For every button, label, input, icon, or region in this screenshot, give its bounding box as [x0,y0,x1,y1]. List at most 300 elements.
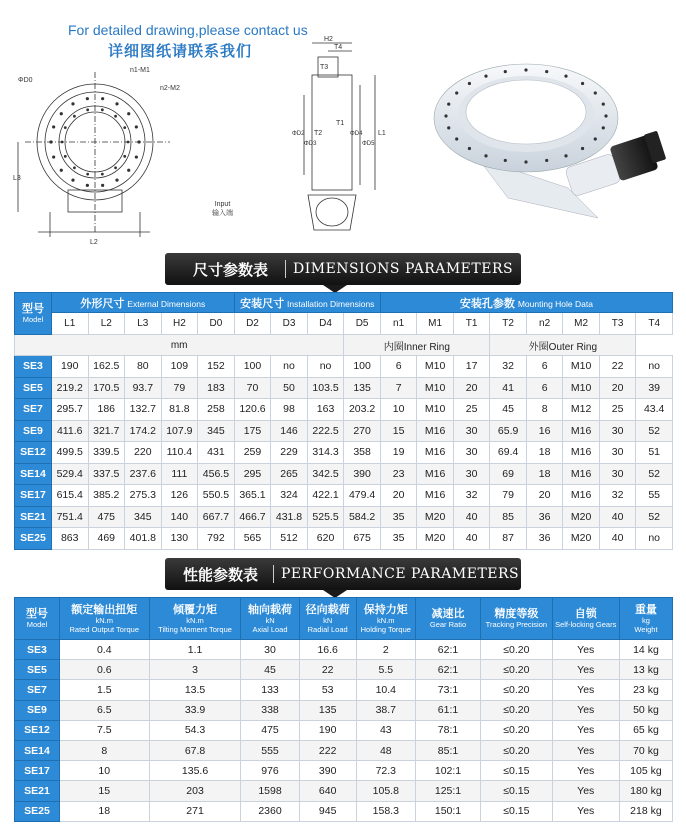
table-cell: 550.5 [198,485,235,507]
table-cell: 555 [241,740,299,760]
table-cell: 45 [241,660,299,680]
table-row [15,660,673,680]
table-cell: 529.4 [51,463,88,485]
table-row [15,356,673,378]
table-cell: 295.7 [51,399,88,421]
table-cell: 36 [526,528,562,550]
bolt-hole [71,179,74,182]
dim-col-t1: T1 [453,313,489,335]
table-cell: 365.1 [234,485,271,507]
table-cell: 65.9 [490,420,527,442]
label-d4: ΦD4 [350,131,363,137]
model-cell: SE21 [15,506,52,528]
performance-table [14,597,673,822]
table-cell: 10 [59,761,149,781]
table-cell: 35 [380,528,416,550]
bolt-hole [64,155,67,158]
table-cell: 62:1 [415,640,480,660]
dim-model-cn: 型号 [21,302,44,315]
table-cell: M16 [417,463,454,485]
table-cell: 25 [453,399,489,421]
table-cell: 50 kg [619,700,672,720]
table-cell: M16 [417,420,454,442]
group-installation-cn: 安装尺寸 [240,296,285,310]
perf-header-5 [356,598,415,640]
table-cell: 479.4 [344,485,381,507]
table-cell: 61:1 [415,700,480,720]
table-cell: 70 kg [619,740,672,760]
perf-header-6 [415,598,480,640]
label-d5: ΦD5 [362,141,375,147]
perf-header-cn: 额定输出扭矩 [71,602,138,616]
table-cell: 180 kg [619,781,672,801]
bolt-hole [455,137,458,140]
table-cell: 125:1 [415,781,480,801]
table-cell: 52 [636,463,673,485]
table-cell: 0.4 [59,640,149,660]
table-cell: 43.4 [636,399,673,421]
table-cell: M20 [563,528,600,550]
table-cell: 265 [271,463,308,485]
group-installation [234,293,380,313]
model-cell: SE25 [15,528,52,550]
dim-col-d3: D3 [271,313,308,335]
banner-separator [285,260,286,278]
group-external-en: External Dimensions [127,298,206,309]
table-cell: M16 [417,485,454,507]
table-cell: no [307,356,344,378]
perf-header-1 [59,598,149,640]
table-row [15,506,673,528]
bolt-hole [49,140,52,143]
table-row [15,720,673,740]
table-cell: ≤0.20 [481,640,552,660]
table-cell: 475 [241,720,299,740]
table-cell: 162.5 [88,356,125,378]
perf-header-0 [15,598,60,640]
table-cell: Yes [552,640,619,660]
side-view-drawing [290,35,390,245]
table-cell: 43 [356,720,415,740]
bolt-hole [545,70,548,73]
table-cell: M10 [563,356,600,378]
table-cell: 390 [299,761,356,781]
table-cell: 174.2 [125,420,162,442]
model-cell: SE5 [15,660,60,680]
dim-col-d5: D5 [344,313,381,335]
table-cell: ≤0.15 [481,801,552,821]
table-cell: 19 [380,442,416,464]
table-cell: 54.3 [149,720,241,740]
bolt-hole [484,154,487,157]
table-cell: 10.4 [356,680,415,700]
table-cell: 52 [636,506,673,528]
label-input-en-html: Input [214,201,231,208]
label-input [212,200,233,218]
table-cell: M10 [417,356,454,378]
table-cell: 22 [599,356,635,378]
perf-header-en: Holding Torque [360,624,411,634]
table-cell: 62:1 [415,660,480,680]
table-cell: 17 [453,356,489,378]
label-t4: T4 [334,44,343,51]
table-cell: 85 [490,506,527,528]
outer-ring-label: 外圈Outer Ring [490,335,636,356]
table-cell: 38.7 [356,700,415,720]
perf-header-9 [619,598,672,640]
table-cell: 163 [307,399,344,421]
table-cell: 135 [299,700,356,720]
bolt-hole [444,114,447,117]
label-d0: ΦD0 [18,77,33,84]
dim-model-header [15,293,52,335]
perf-header-unit: kN [265,615,275,625]
table-cell: 48 [356,740,415,760]
table-cell: 152 [198,356,235,378]
table-cell: 338 [241,700,299,720]
table-cell: 25 [599,399,635,421]
table-cell: 53 [299,680,356,700]
table-cell: 8 [526,399,562,421]
bolt-hole [524,160,527,163]
table-cell: 40 [599,528,635,550]
table-cell: 219.2 [51,377,88,399]
bolt-hole [127,112,130,115]
table-row [15,528,673,550]
table-cell: 79 [161,377,198,399]
bolt-hole [524,68,527,71]
bolt-hole [52,155,55,158]
table-cell: 275.3 [125,485,162,507]
table-cell: 229 [271,442,308,464]
dimensions-banner [165,253,521,285]
table-cell: 140 [161,506,198,528]
table-cell: 499.5 [51,442,88,464]
table-cell: 52 [636,420,673,442]
table-cell: M16 [563,420,600,442]
bolt-hole [86,108,89,111]
table-cell: 1598 [241,781,299,801]
table-cell: 401.8 [125,528,162,550]
bolt-hole [123,155,126,158]
table-cell: 170.5 [88,377,125,399]
table-cell: 98 [271,399,308,421]
drawing-area [0,0,686,248]
label-t1: T1 [336,120,345,127]
table-cell: 16 [526,420,562,442]
model-cell: SE7 [15,399,52,421]
table-cell: 0.6 [59,660,149,680]
dim-col-n1: n1 [380,313,416,335]
table-cell: 135 [344,377,381,399]
table-cell: 751.4 [51,506,88,528]
table-cell: 525.5 [307,506,344,528]
model-cell: SE3 [15,356,52,378]
table-cell: 150:1 [415,801,480,821]
banner-separator [273,565,274,583]
table-cell: 6 [526,356,562,378]
table-cell: 222.5 [307,420,344,442]
bolt-hole [114,166,117,169]
table-cell: 30 [599,420,635,442]
table-cell: 270 [344,420,381,442]
perf-header-2 [149,598,241,640]
bolt-hole [101,97,104,100]
table-cell: 190 [51,356,88,378]
table-cell: ≤0.15 [481,781,552,801]
table-cell: 55 [636,485,673,507]
table-cell: 183 [198,377,235,399]
table-cell: 40 [453,528,489,550]
table-cell: 103.5 [307,377,344,399]
perf-header-unit: kN [323,615,333,625]
contact-text-en: For detailed drawing,please contact us [68,22,308,38]
table-cell: M20 [417,506,454,528]
perf-header-3 [241,598,299,640]
table-cell: 3 [149,660,241,680]
table-cell: 431.8 [271,506,308,528]
table-cell: Yes [552,680,619,700]
bolt-hole [447,102,450,105]
bolt-hole [594,137,597,140]
table-cell: 10 [380,399,416,421]
inner-ring-label: 内圈Inner Ring [344,335,490,356]
table-cell: 190 [299,720,356,740]
table-cell: 295 [234,463,271,485]
bolt-hole [101,184,104,187]
bolt-hole [64,126,67,129]
dim-col-d2: D2 [234,313,271,335]
bolt-hole [564,75,567,78]
table-row [15,399,673,421]
bolt-hole [86,184,89,187]
table-row [15,377,673,399]
perf-header-7 [481,598,552,640]
table-cell: 40 [453,506,489,528]
label-l2: L2 [90,239,98,246]
dim-col-t4: T4 [636,313,673,335]
table-cell: 20 [599,377,635,399]
dim-col-t2: T2 [490,313,527,335]
table-cell: 259 [234,442,271,464]
table-cell: 945 [299,801,356,821]
bolt-hole [73,166,76,169]
dim-col-l2: L2 [88,313,125,335]
table-cell: 35 [380,506,416,528]
table-cell: 431 [198,442,235,464]
model-cell: SE17 [15,485,52,507]
table-cell: 135.6 [149,761,241,781]
table-cell: 640 [299,781,356,801]
slewing-drive-image [418,48,680,238]
group-mounting-cn: 安装孔参数 [459,296,515,310]
table-cell: 23 [380,463,416,485]
table-cell: 792 [198,528,235,550]
table-cell: 976 [241,761,299,781]
label-l1: L1 [378,130,386,137]
table-cell: 85:1 [415,740,480,760]
table-row [15,781,673,801]
table-cell: 120.6 [234,399,271,421]
bolt-hole [135,155,138,158]
table-cell: 237.6 [125,463,162,485]
table-cell: 456.5 [198,463,235,485]
bolt-hole [52,125,55,128]
table-cell: 69.4 [490,442,527,464]
bolt-hole [545,159,548,162]
perf-header-cn: 型号 [25,607,48,620]
bolt-hole [101,173,104,176]
table-cell: 16.6 [299,640,356,660]
table-cell: Yes [552,801,619,821]
bolt-hole [581,147,584,150]
model-cell: SE21 [15,781,60,801]
table-row [15,463,673,485]
label-t3: T3 [320,64,329,71]
table-cell: 345 [125,506,162,528]
table-cell: 339.5 [88,442,125,464]
table-cell: 30 [599,463,635,485]
table-cell: M16 [417,442,454,464]
table-cell: 158.3 [356,801,415,821]
table-cell: 667.7 [198,506,235,528]
perf-header-unit: kg [641,615,650,625]
table-cell: 675 [344,528,381,550]
table-row [15,442,673,464]
bolt-hole [60,112,63,115]
group-mounting [380,293,672,313]
bolt-hole [468,147,471,150]
perf-header-cn: 减速比 [431,607,465,620]
dim-col-l3: L3 [125,313,162,335]
group-installation-en: Installation Dimensions [287,298,375,309]
table-row [15,640,673,660]
dim-model-en: Model [22,315,44,324]
table-cell: 30 [453,420,489,442]
table-cell: 13 kg [619,660,672,680]
table-cell: M16 [563,485,600,507]
perf-header-en: Model [26,620,48,629]
table-cell: 32 [453,485,489,507]
table-cell: 7.5 [59,720,149,740]
label-d3: ΦD3 [304,141,317,147]
table-cell: 6 [526,377,562,399]
table-cell: 5.5 [356,660,415,680]
table-cell: ≤0.20 [481,700,552,720]
table-row [15,801,673,821]
table-cell: ≤0.20 [481,740,552,760]
bolt-hole [61,141,64,144]
table-cell: 186 [88,399,125,421]
table-cell: 14 kg [619,640,672,660]
perf-header-cn: 精度等级 [494,607,539,620]
table-cell: 324 [271,485,308,507]
table-row [15,761,673,781]
model-cell: SE14 [15,740,60,760]
table-cell: 469 [88,528,125,550]
table-cell: 337.5 [88,463,125,485]
dim-col-l1: L1 [51,313,88,335]
bolt-hole [71,102,74,105]
table-cell: 20 [380,485,416,507]
performance-title-cn: 性能参数表 [183,566,259,584]
performance-title-en: PERFORMANCE PARAMETERS [281,566,520,582]
table-cell: 411.6 [51,420,88,442]
table-cell: 32 [490,356,527,378]
table-cell: 109 [161,356,198,378]
table-row [15,420,673,442]
model-cell: SE9 [15,420,52,442]
table-cell: 203.2 [344,399,381,421]
bolt-hole [602,126,605,129]
table-cell: 15 [380,420,416,442]
bolt-hole [86,97,89,100]
bolt-hole [581,82,584,85]
table-cell: 466.7 [234,506,271,528]
table-cell: ≤0.20 [481,720,552,740]
table-row [15,740,673,760]
perf-header-en: Gear Ratio [429,620,467,629]
model-cell: SE7 [15,680,60,700]
model-cell: SE17 [15,761,60,781]
table-row [15,680,673,700]
table-cell: Yes [552,761,619,781]
table-cell: 132.7 [125,399,162,421]
bolt-hole [604,114,607,117]
model-cell: SE9 [15,700,60,720]
perf-header-en: Rated Output Torque [69,624,139,634]
table-cell: 73:1 [415,680,480,700]
table-cell: 105 kg [619,761,672,781]
table-cell: 126 [161,485,198,507]
table-cell: 20 [453,377,489,399]
dim-col-m1: M1 [417,313,454,335]
perf-header-unit: kN.m [377,615,395,625]
table-cell: M16 [563,463,600,485]
bolt-hole [127,141,130,144]
table-cell: Yes [552,781,619,801]
table-cell: 220 [125,442,162,464]
table-cell: M10 [417,399,454,421]
table-cell: 13.5 [149,680,241,700]
table-cell: 7 [380,377,416,399]
perf-header-unit: kN.m [186,615,204,625]
table-cell: 6.5 [59,700,149,720]
bolt-hole [504,70,507,73]
dimensions-title-cn: 尺寸参数表 [193,261,269,279]
table-cell: 15 [59,781,149,801]
label-h2: H2 [324,36,333,43]
perf-header-4 [299,598,356,640]
table-cell: 385.2 [88,485,125,507]
table-cell: ≤0.20 [481,660,552,680]
table-cell: M16 [563,442,600,464]
table-cell: 620 [307,528,344,550]
table-cell: 30 [453,442,489,464]
bolt-hole [484,75,487,78]
bolt-hole [101,108,104,111]
contact-text-cn: 详细图纸请联系我们 [108,42,253,60]
model-cell: SE12 [15,442,52,464]
bolt-hole [602,102,605,105]
table-cell: 1.5 [59,680,149,700]
perf-header-unit: kN.m [95,615,113,625]
table-row [15,485,673,507]
table-cell: M12 [563,399,600,421]
dim-col-h2: H2 [161,313,198,335]
table-cell: M20 [563,506,600,528]
table-cell: 51 [636,442,673,464]
